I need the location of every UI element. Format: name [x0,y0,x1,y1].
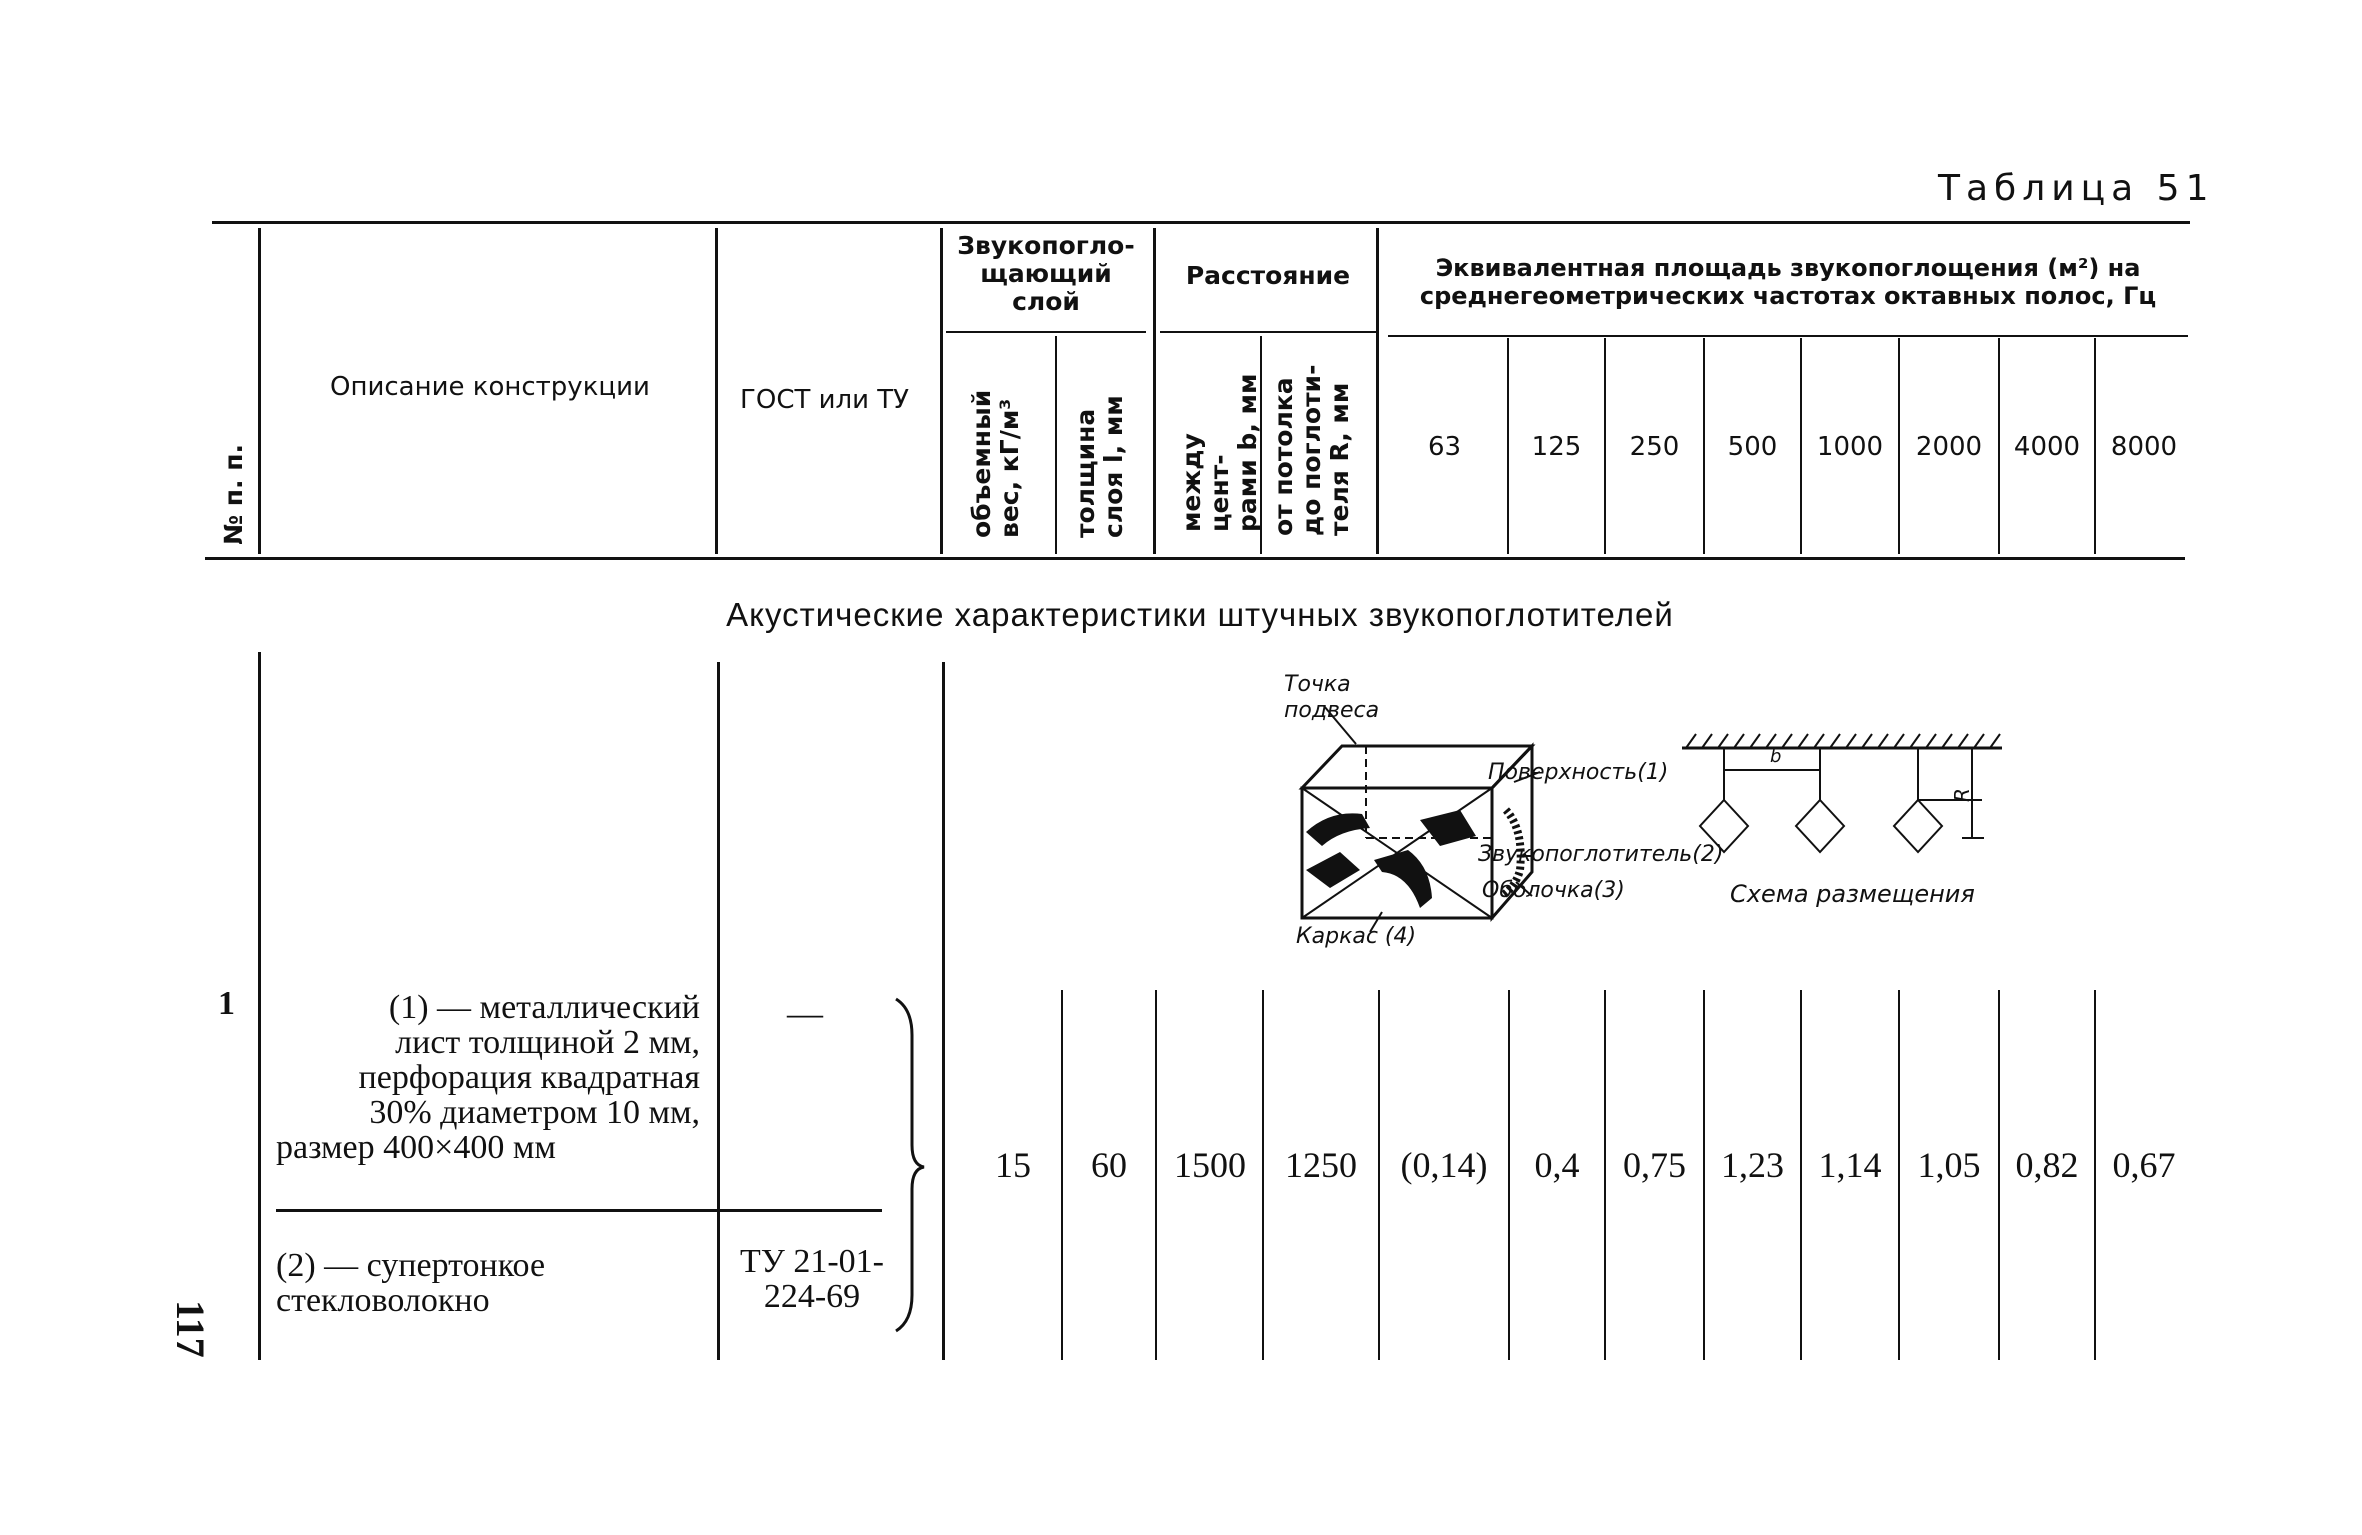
header-vrule-5 [1153,228,1156,554]
freq-500: 500 [1727,432,1778,462]
freq-1000: 1000 [1816,432,1884,462]
row-gost-1: — [787,993,823,1033]
desc1-line-5: размер 400×400 мм [276,1129,556,1166]
header-gost: ГОСТ или ТУ [740,385,910,415]
value-250: 0,75 [1623,1145,1686,1185]
label-surface: Поверхность(1) [1488,760,1669,785]
freq-125: 125 [1531,432,1582,462]
header-dist-between: между цент- рами b, мм [1177,373,1262,532]
freq-63: 63 [1427,432,1462,462]
body-subrow-rule [276,1209,882,1212]
header-vrule-4 [1055,336,1057,554]
desc2-line-1: (2) — супертонкое [276,1247,546,1284]
header-top-rule [212,221,2190,224]
header-bottom-rule [205,557,2185,560]
layer-sub-rule [946,331,1146,333]
absorber-fill [1306,810,1476,908]
desc2-line-2: стекловолокно [276,1282,490,1319]
header-area-group: Эквивалентная площадь звукопоглощения (м²) на среднегеометрических частотах октавных полос, Гц [1419,254,2157,310]
label-suspension: Точка подвеса [1284,672,1380,723]
value-500: 1,23 [1721,1145,1784,1185]
body-vrule-3 [942,662,945,1360]
label-b: b [1770,746,1782,767]
area-sub-rule [1388,335,2188,337]
body-vrule-4 [1061,990,1063,1360]
distance-sub-rule [1160,331,1376,333]
row-gost-2 [722,1244,902,1314]
header-desc: Описание конструкции [330,372,650,402]
gost2-line-1: ТУ 21-01- [740,1243,884,1280]
row-number: 1 [218,985,235,1022]
header-layer-group: Звукопогло- щающий слой [957,231,1135,316]
value-2000: 1,05 [1917,1145,1981,1185]
desc1-line-3: перфорация квадратная [358,1059,700,1096]
header-vrule-1 [258,228,261,554]
row-density: 15 [995,1145,1031,1185]
page-number-text: 117 [168,1300,213,1358]
desc1-line-1: (1) — металлический [388,989,700,1026]
header-dist-ceiling: от потолка до поглоти- теля R, мм [1269,364,1354,536]
table-label: Таблица 51 [1938,168,2215,209]
gost2-line-2: 224-69 [763,1278,861,1315]
header-num: № п. п. [219,443,248,545]
label-shell: Оболочка(3) [1482,878,1625,903]
freq-4000: 4000 [2013,432,2081,462]
body-vrule-5 [1155,990,1157,1360]
value-8000: 0,67 [2112,1145,2176,1185]
header-vrule-3 [940,228,943,554]
value-63: (0,14) [1400,1145,1488,1185]
row-r: 1250 [1285,1145,1357,1185]
freq-2000: 2000 [1915,432,1983,462]
header-vrule-2 [715,228,718,554]
row-thickness: 60 [1091,1145,1127,1185]
desc1-line-4: 30% диаметром 10 мм, [369,1094,700,1131]
body-vrule-2 [717,662,720,1360]
row-b: 1500 [1174,1145,1246,1185]
label-absorber: Звукопоглотитель(2) [1478,842,1724,867]
row-desc-2 [276,1248,696,1318]
value-1000: 1,14 [1818,1145,1882,1185]
section-title: Акустические характеристики штучных звукопоглотителей [726,596,1674,633]
row-desc-1 [276,990,700,1165]
label-r: R [1950,788,1974,802]
freq-250: 250 [1629,432,1680,462]
header-layer-density: объемный вес, кГ/м³ [967,389,1024,538]
desc1-line-2: лист толщиной 2 мм, [395,1024,700,1061]
header-distance-group: Расстояние [1185,261,1351,290]
header-vrule-7 [1376,228,1379,554]
label-scheme: Схема размещения [1730,880,1975,908]
label-frame: Каркас (4) [1296,924,1417,949]
header-layer-thickness: толщина слоя l, мм [1071,395,1128,538]
freq-8000: 8000 [2110,432,2178,462]
value-4000: 0,82 [2015,1145,2079,1185]
value-125: 0,4 [1534,1145,1580,1185]
body-vrule-1 [258,652,261,1360]
